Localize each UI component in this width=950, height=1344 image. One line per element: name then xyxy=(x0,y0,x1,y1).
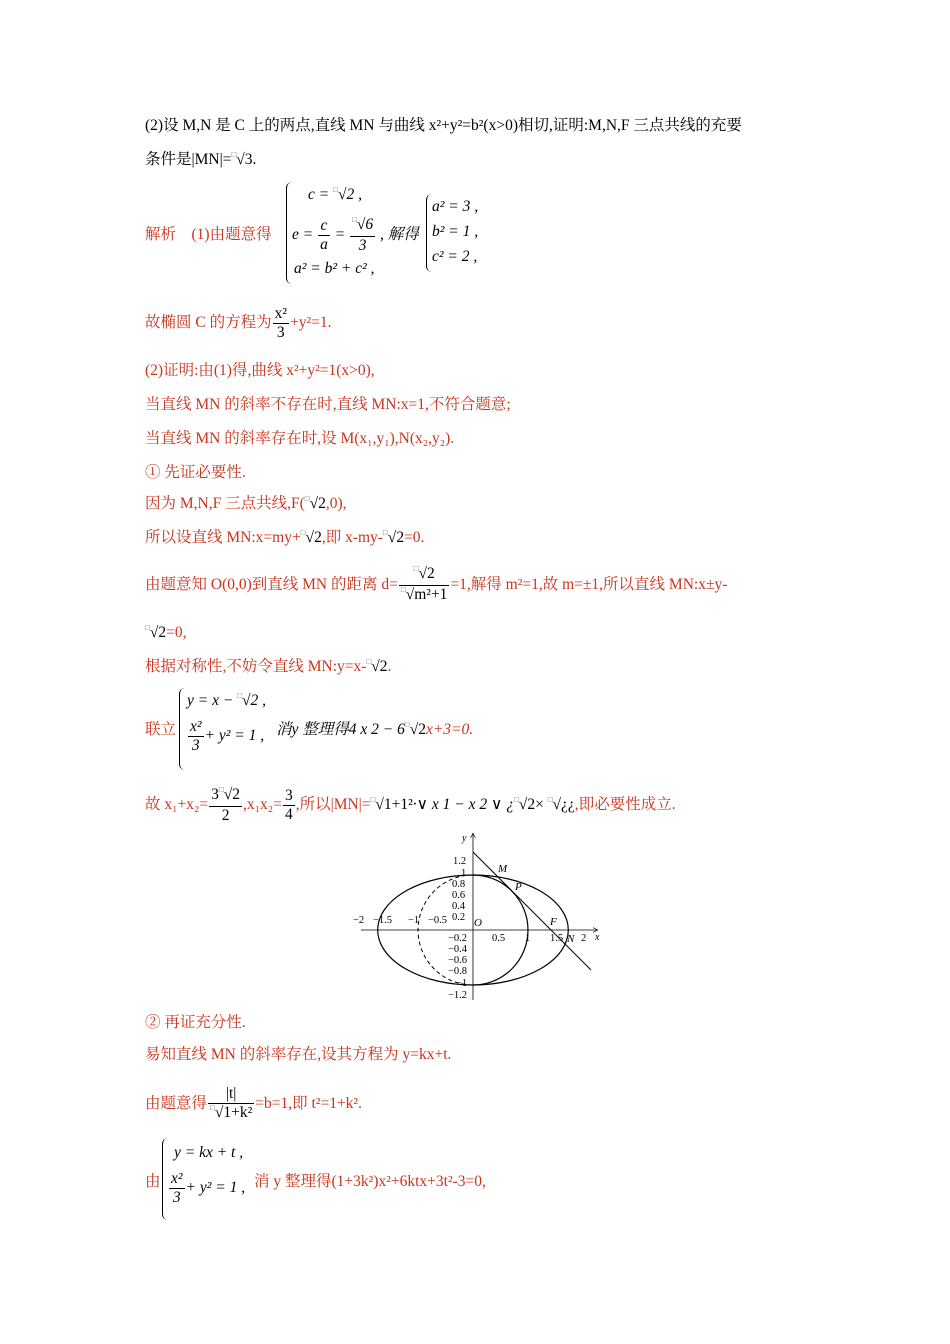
x-axis-label: x xyxy=(595,932,600,943)
system-equations-2: y = x − □√2 , $\frac{\text{x²}}{3}$ + y² = 1 , xyxy=(179,688,289,770)
proof-line-4: ① 先证必要性. xyxy=(145,464,246,481)
radical: □√3 xyxy=(231,150,253,168)
question-line-2: 条件是|MN|=□√3. xyxy=(145,150,256,172)
ellipse-figure xyxy=(345,826,610,1004)
sufficiency-line-3: 由题意得 $\frac{|t|}{^□√1+k^2}$ =b=1,即 t²=1+k². xyxy=(145,1084,362,1121)
sufficiency-line-2: 易知直线 MN 的斜率存在,设其方程为 y=kx+t. xyxy=(145,1046,452,1063)
ellipse-equation: 故椭圆 C 的方程为 $\frac{\text{x²}}{3}$ +y²=1. xyxy=(145,304,332,341)
y-tick: −1 xyxy=(456,978,468,989)
x-tick: 1.5 xyxy=(550,933,564,944)
proof-line-11: 故 x₁+x₂= $\frac{3^□√2}{2}$ ,x₁x₂= $\frac{3}{4}$ ,所以|MN|=□√1+1²·∨ x 1 − x 2 ∨ ¿□√2× □√¿¿,即必要性成立. xyxy=(145,784,676,824)
system-2-label: 联立 xyxy=(145,721,177,738)
question-line-1: (2)设 M,N 是 C 上的两点,直线 MN 与曲线 x²+y²=b²(x>0)相切,证明:M,N,F 三点共线的充要 xyxy=(145,117,742,134)
system-solution-1: a² = 3 , b² = 1 , c² = 2 , xyxy=(426,194,496,272)
origin-label: O xyxy=(474,917,482,929)
proof-line-2: 当直线 MN 的斜率不存在时,直线 MN:x=1,不符合题意; xyxy=(145,396,511,413)
y-tick: 0.4 xyxy=(452,901,466,912)
tangent-line-mn xyxy=(473,852,591,970)
proof-line-5: 因为 M,N,F 三点共线,F(□√2,0), xyxy=(145,494,347,512)
y-tick: 1 xyxy=(461,868,467,879)
point-f-label: F xyxy=(550,916,557,928)
y-tick: −0.4 xyxy=(448,944,468,955)
system-equations-1: c = □√2 , e = $\frac{c}{a}$ = $\frac{^□√6}{3}$ , 解得 a² = b² + c² , xyxy=(286,182,406,284)
system-3-label: 由 xyxy=(145,1173,161,1190)
y-tick: −0.2 xyxy=(448,933,468,944)
x-tick: 2 xyxy=(581,933,587,944)
y-tick: 0.6 xyxy=(452,890,466,901)
point-m-label: M xyxy=(498,863,508,875)
point-n-label: N xyxy=(567,933,575,945)
system-3-result: 消 y 整理得(1+3k²)x²+6ktx+3t²-3=0, xyxy=(254,1173,486,1190)
solution-1-label: 解析 (1)由题意得 xyxy=(145,226,272,243)
system-2-result: 消y 整理得4 x 2 − 6□√2x+3=0. xyxy=(276,720,474,738)
proof-line-3: 当直线 MN 的斜率存在时,设 M(x₁,y₁),N(x₂,y₂). xyxy=(145,430,455,447)
x-tick: −0.5 xyxy=(428,915,448,926)
y-tick: −0.6 xyxy=(448,955,468,966)
y-tick: 0.2 xyxy=(452,912,466,923)
y-axis-label: y xyxy=(462,833,467,844)
point-p-label: P xyxy=(515,881,522,893)
proof-line-7: 由题意知 O(0,0)到直线 MN 的距离 d= $\frac{^□√2}{^□√m^2+1}$ =1,解得 m²=1,故 m=±1,所以直线 MN:x±y- xyxy=(145,563,728,603)
system-equations-3: y = kx + t , $\frac{\text{x²}}{3}$ + y² = 1 , xyxy=(162,1138,262,1220)
x-tick: −1 xyxy=(408,915,420,926)
x-tick: −1.5 xyxy=(373,915,393,926)
y-tick: 0.8 xyxy=(452,879,466,890)
y-tick: −0.8 xyxy=(448,966,468,977)
x-tick: 1 xyxy=(525,933,531,944)
proof-line-8: □√2=0, xyxy=(145,623,187,641)
x-tick: −2 xyxy=(353,915,365,926)
proof-line-9: 根据对称性,不妨令直线 MN:y=x-□√2. xyxy=(145,657,392,675)
y-tick: −1.2 xyxy=(448,990,468,1001)
sufficiency-line-1: ② 再证充分性. xyxy=(145,1014,246,1031)
y-tick: 1.2 xyxy=(453,856,467,867)
proof-line-6: 所以设直线 MN:x=my+□√2,即 x-my-□√2=0. xyxy=(145,528,425,546)
x-tick: 0.5 xyxy=(492,933,506,944)
proof-line-1: (2)证明:由(1)得,曲线 x²+y²=1(x>0), xyxy=(145,362,375,379)
